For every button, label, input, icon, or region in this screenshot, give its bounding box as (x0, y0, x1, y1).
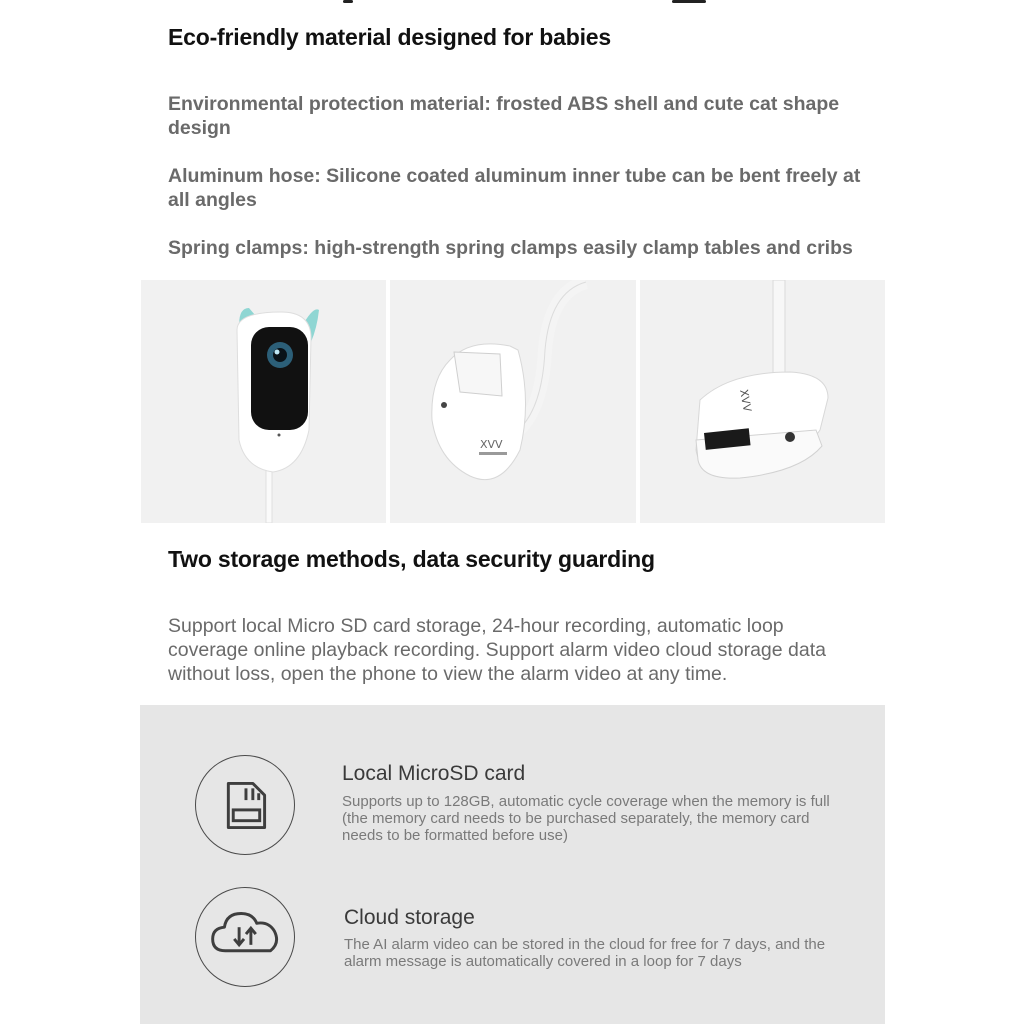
clamp-hose-photo (390, 280, 636, 523)
camera-photo (141, 280, 386, 523)
clamp-pad-photo (640, 280, 885, 523)
storage-options-panel (140, 705, 885, 1024)
product-photo-strip (141, 280, 885, 523)
feature-hose: Aluminum hose: Silicone coated aluminum inner tube can be bent freely at all angles (168, 165, 861, 211)
feature-clamps: Spring clamps: high-strength spring clamps easily clamp tables and cribs (168, 237, 853, 259)
top-edge-marks (0, 0, 1024, 6)
eco-material-heading: Eco-friendly material designed for babies (168, 24, 611, 50)
cloud-storage-description: The AI alarm video can be stored in the cloud for free for 7 days, and the alarm message is automatically covered in a loop for 7 days (344, 936, 826, 970)
feature-material: Environmental protection material: frosted ABS shell and cute cat shape design (168, 93, 840, 139)
sd-card-icon (195, 755, 295, 855)
storage-methods-heading: Two storage methods, data security guarding (168, 546, 655, 572)
brand-mark-clamp: XVV (480, 438, 503, 451)
cloud-sync-icon (195, 887, 295, 987)
storage-methods-description: Support local Micro SD card storage, 24-hour recording, automatic loop coverage online playback recording. Support alarm video cloud storage data without loss, open the phone to view the alarm video at any time. (168, 615, 826, 685)
local-storage-description: Supports up to 128GB, automatic cycle coverage when the memory is full (the memory card needs to be purchased separately, the memory card needs to be formatted before use) (342, 793, 830, 844)
brand-mark-pad: XVV (737, 388, 754, 413)
local-storage-title: Local MicroSD card (342, 762, 526, 785)
cloud-storage-title: Cloud storage (344, 906, 475, 929)
